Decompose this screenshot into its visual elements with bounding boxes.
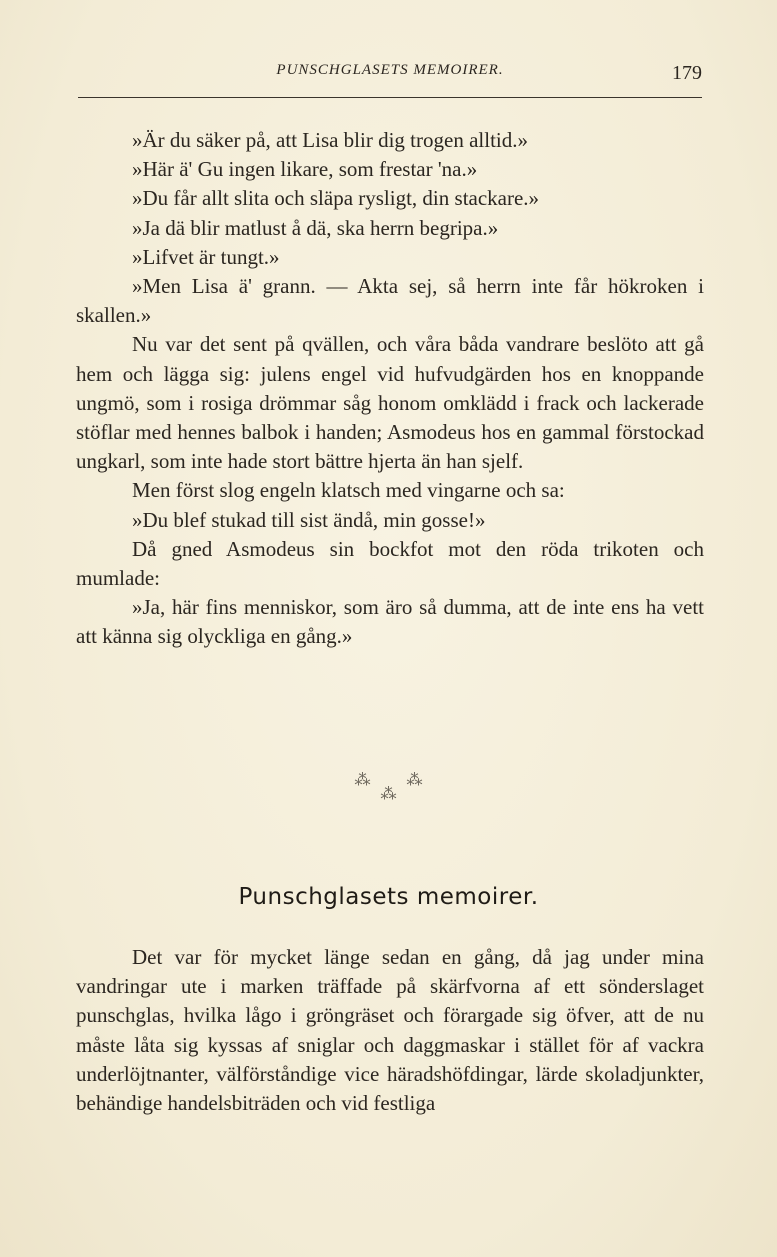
paragraph: Men först slog engeln klatsch med vingarne och sa: bbox=[132, 478, 565, 503]
paragraph: »Du blef stukad till sist ändå, min gosse!» bbox=[132, 507, 486, 532]
running-head bbox=[78, 60, 702, 88]
asterism-icon: ⁂ bbox=[380, 786, 397, 803]
header-rule bbox=[78, 97, 702, 98]
paragraph: »Men Lisa ä' grann. — Akta sej, så herrn inte får hökroken i skallen.» bbox=[76, 274, 704, 328]
asterism-icon: ⁂ bbox=[406, 772, 423, 789]
text-block-bottom bbox=[76, 943, 704, 1118]
paragraph: Då gned Asmodeus sin bockfot mot den röda trikoten och mumlade: bbox=[76, 536, 704, 591]
paragraph: Det var för mycket länge sedan en gång, då jag under mina vandringar ute i marken träffade på skärfvorna af ett sönderslaget punschglas, hvilka lågo i gröngräset och förargade sig öfver, att de nu måste låta sig kyssas af sniglar och daggmaskar i stället för af vackra underlöjtnanter, välförståndige vice häradshöfdingar, lärde skoladjunkter, behändige handelsbiträden och vid festliga bbox=[76, 945, 704, 1116]
paragraph: »Här ä' Gu ingen likare, som frestar 'na.» bbox=[132, 157, 478, 182]
text-block-top bbox=[76, 126, 704, 652]
paragraph: »Ja dä blir matlust å dä, ska herrn begripa.» bbox=[132, 215, 499, 240]
paragraph: »Lifvet är tungt.» bbox=[132, 244, 280, 269]
ornament-stars-bottom bbox=[0, 784, 777, 804]
paragraph: »Ja, här fins menniskor, som äro så dumma, att de inte ens ha vett att känna sig olyckliga en gång.» bbox=[76, 595, 704, 649]
paragraph: Nu var det sent på qvällen, och våra båda vandrare beslöto att gå hem och lägga sig: julens engel vid hufvudgärden hos en knoppande ungmö, som i rosiga drömmar såg honom omklädd i frack och lackerade stöflar med hennes balbok i handen; Asmodeus hos en gammal förstockad ungkarl, som inte hade stort bättre hjerta än han sjelf. bbox=[76, 332, 704, 474]
running-title: PUNSCHGLASETS MEMOIRER. bbox=[276, 62, 504, 78]
paragraph: »Du får allt slita och släpa rysligt, din stackare.» bbox=[132, 186, 540, 211]
section-title: Punschglasets memoirer. bbox=[238, 884, 539, 910]
page-number: 179 bbox=[672, 62, 702, 84]
asterism-icon: ⁂ bbox=[354, 772, 371, 789]
paragraph: »Är du säker på, att Lisa blir dig trogen alltid.» bbox=[132, 128, 528, 152]
